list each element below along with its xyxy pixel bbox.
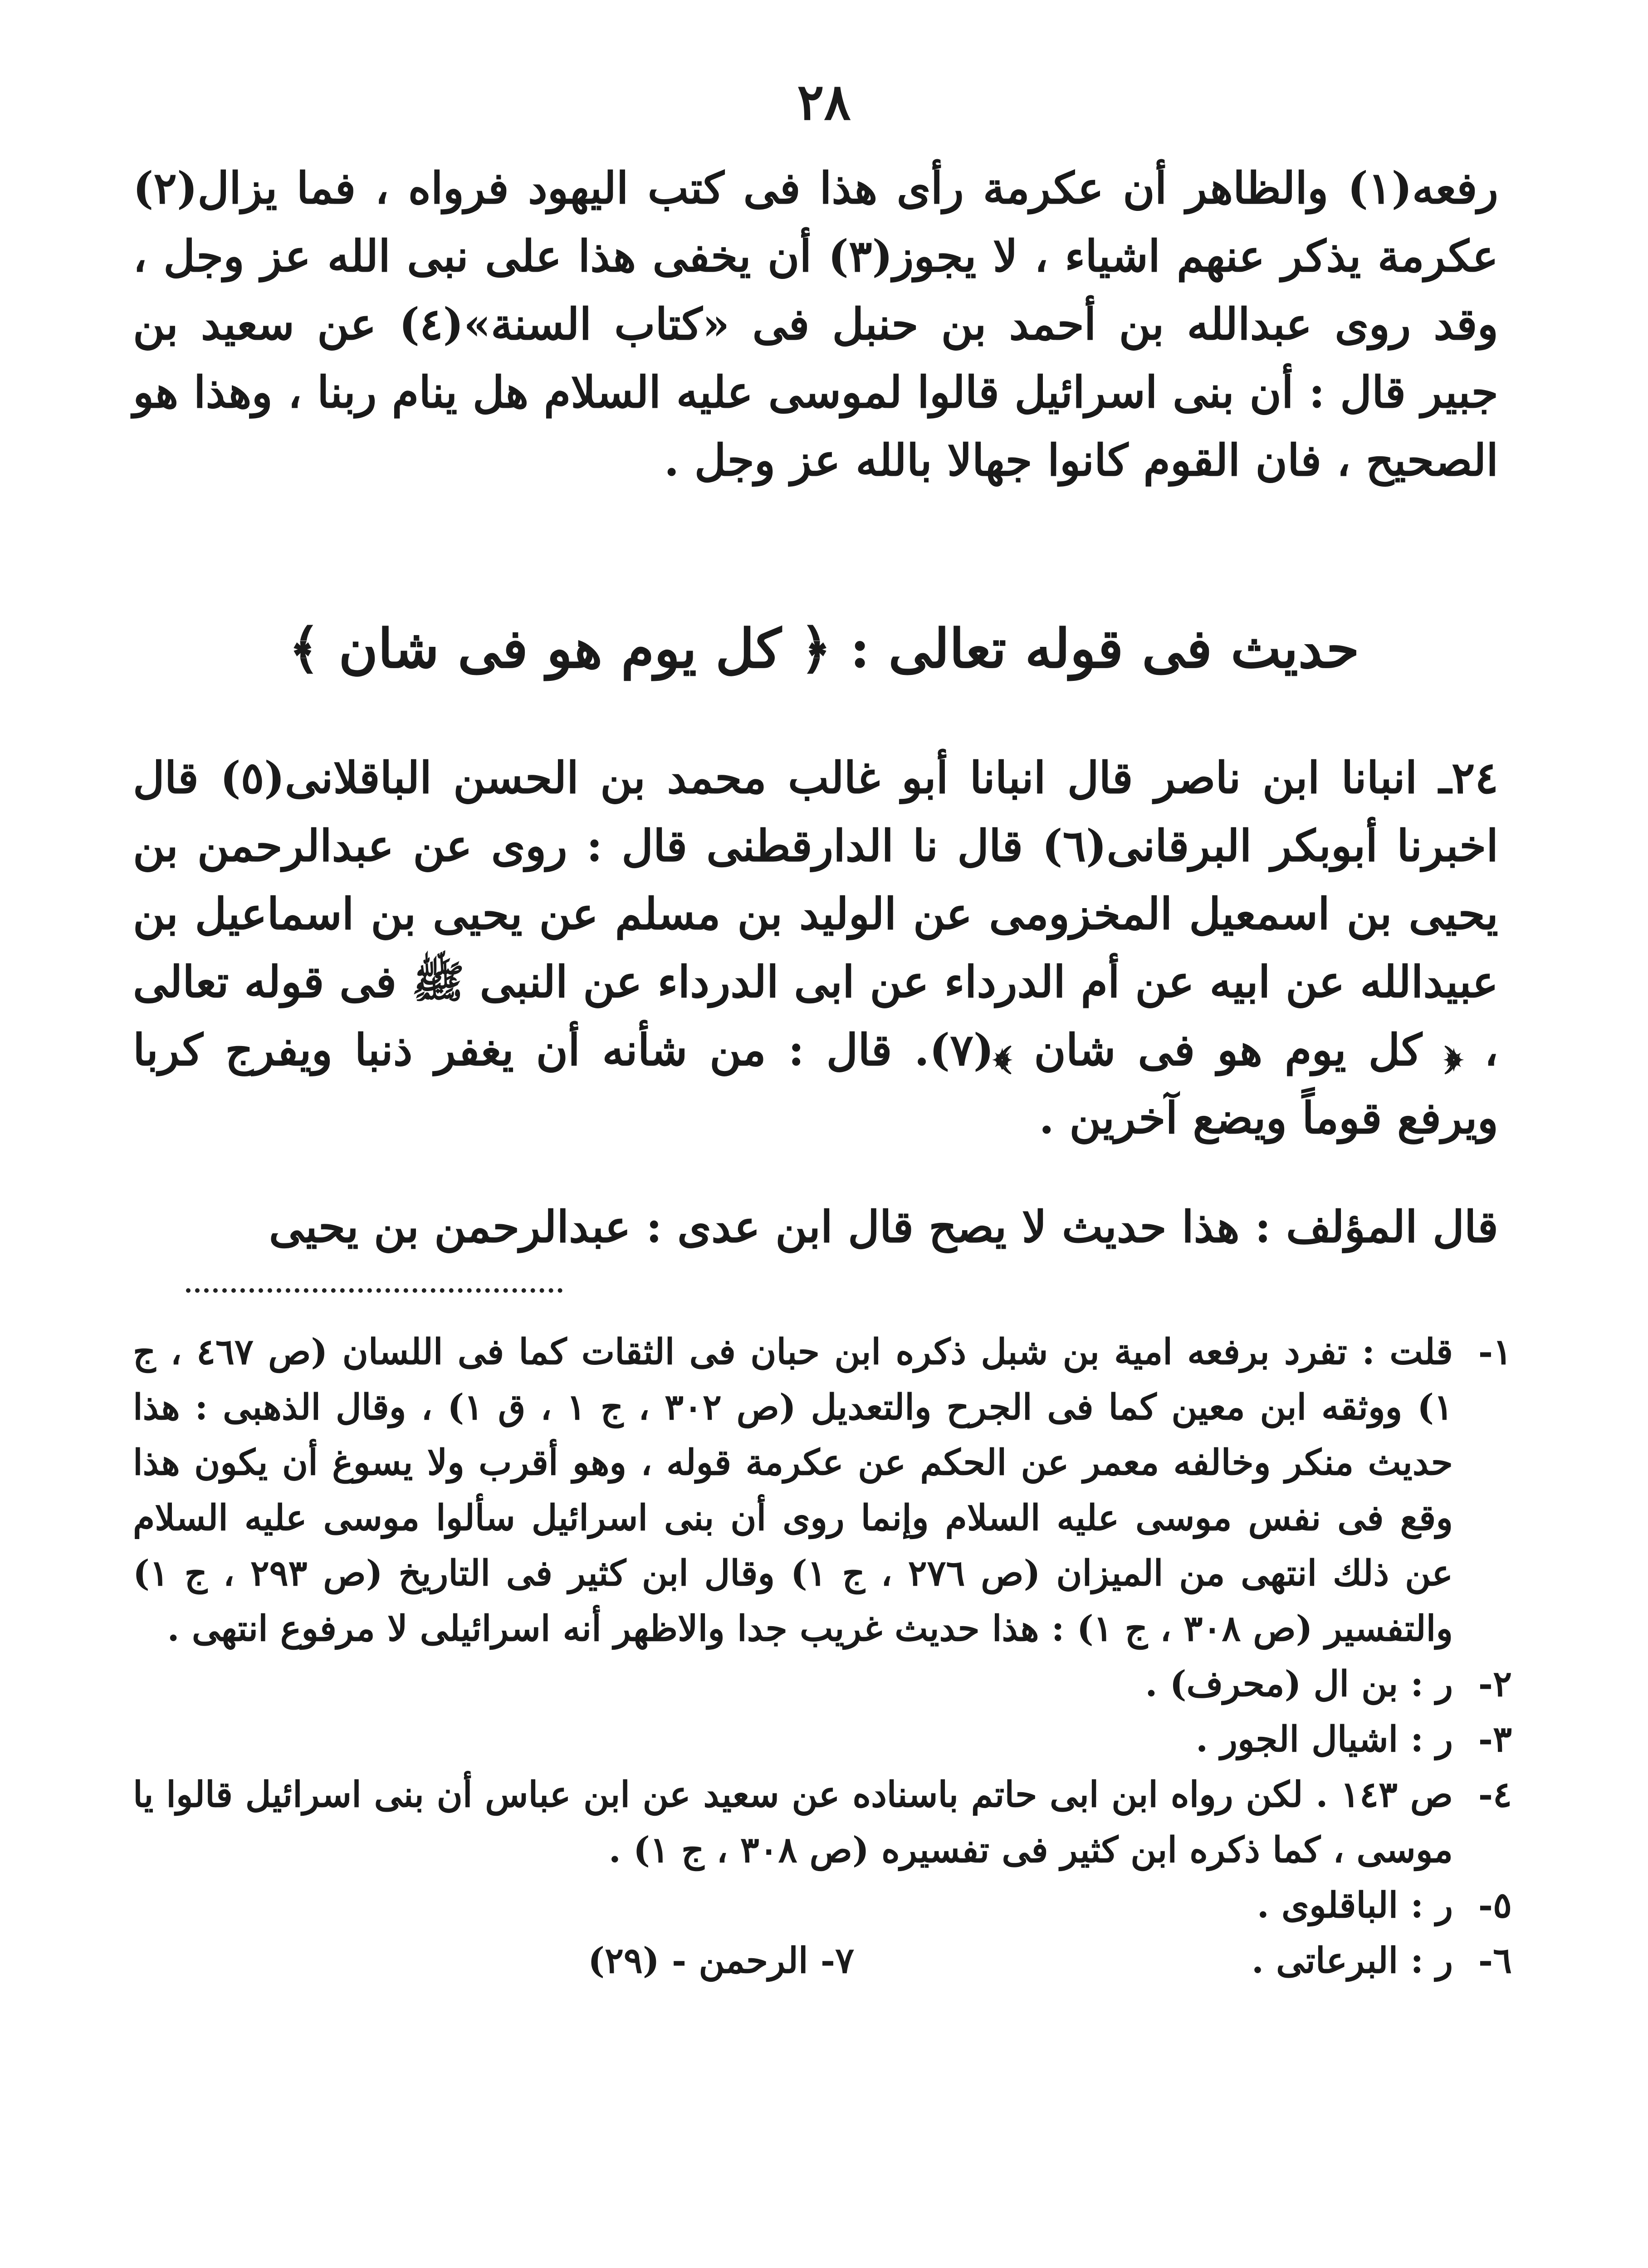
section-heading: حديث فى قوله تعالى : ﴿ كل يوم هو فى شان ﴾: [289, 617, 1359, 680]
footnote-text: ر : بن ال (محرف) .: [1145, 1663, 1453, 1705]
footnote-text: قلت : تفرد برفعه امية بن شبل ذكره ابن حبان فى الثقات كما فى اللسان (ص ٤٦٧ ، ج ١) ووثقه ابن معين كما فى الجرح والتعديل (ص ٣٠٢ ، ج ١ ، ق ١) ، وقال الذهبى : هذا حديث منكر وخالفه معمر عن الحكم عن عكرمة قوله ، وهو أقرب ولا يسوغ أن يكون هذا وقع فى نفس موسى عليه السلام وإنما روى أن بنى اسرائيل سألوا موسى عليه السلام عن ذلك انتهى من الميزان (ص ٢٧٦ ، ج ١) وقال ابن كثير فى التاريخ (ص ٢٩٣ ، ج ١) والتفسير (ص ٣٠٨ ، ج ١) : هذا حديث غريب جدا والاظهر أنه اسرائيلى لا مرفوع انتهى .: [133, 1331, 1453, 1649]
author-note: قال المؤلف : هذا حديث لا يصح قال ابن عدى : عبدالرحمن بن يحيى: [269, 1201, 1498, 1252]
footnote-text: ص ١٤٣ . لكن رواه ابن ابى حاتم باسناده عن سعيد عن ابن عباس أن بنى اسرائيل قالوا يا موسى ، كما ذكره ابن كثير فى تفسيره (ص ٣٠٨ ، ج ١) .: [133, 1774, 1453, 1871]
footnote-text: ر : اشيال الجور .: [1196, 1719, 1453, 1760]
footnote-number: ٦-: [1478, 1940, 1512, 1981]
footnote-number: ٥-: [1478, 1885, 1512, 1926]
footnote-item: [133, 1325, 1512, 1657]
footnote-item: [133, 1657, 1512, 1712]
footnote-text: ر : البرعاتى .: [1251, 1940, 1453, 1981]
footnote-text: ر : الباقلوى .: [1257, 1885, 1453, 1926]
footnote-7: ٧- الرحمن - (٢٩): [588, 1940, 854, 1981]
footnote-item: [133, 1878, 1512, 1933]
footnote-item: [133, 1712, 1512, 1767]
footnotes: [133, 1325, 1512, 1989]
page-number: ٢٨: [797, 73, 851, 131]
footnote-number: ٤-: [1478, 1774, 1512, 1815]
hadith-paragraph: ٢٤ـ انبانا ابن ناصر قال انبانا أبو غالب محمد بن الحسن الباقلانى(٥) قال اخبرنا أبوبكر البرقانى(٦) قال نا الدارقطنى قال : روى عن عبدالرحمن بن يحيى بن اسمعيل المخزومى عن الوليد بن مسلم عن يحيى بن اسماعيل بن عبيدالله عن ابيه عن أم الدرداء عن ابى الدرداء عن النبى ﷺ فى قوله تعالى ، ﴿ كل يوم هو فى شان ﴾(٧). قال : من شأنه أن يغفر ذنبا ويفرج كربا ويرفع قوماً ويضع آخرين .: [133, 752, 1499, 1144]
footnote-number: ٣-: [1478, 1719, 1512, 1760]
footnote-divider: [186, 1288, 562, 1293]
top-paragraph: رفعه(١) والظاهر أن عكرمة رأى هذا فى كتب اليهود فرواه ، فما يزال(٢) عكرمة يذكر عنهم اشياء ، لا يجوز(٣) أن يخفى هذا على نبى الله عز وجل ، وقد روى عبدالله بن أحمد بن حنبل فى «كتاب السنة»(٤) عن سعيد بن جبير قال : أن بنى اسرائيل قالوا لموسى عليه السلام هل ينام ربنا ، وهذا هو الصحيح ، فان القوم كانوا جهالا بالله عز وجل .: [133, 162, 1499, 486]
footnote-number: ٢-: [1478, 1663, 1512, 1705]
footnote-item: [133, 1767, 1512, 1878]
footnote-number: ١-: [1478, 1331, 1512, 1373]
footnote-item: [133, 1933, 1512, 1989]
